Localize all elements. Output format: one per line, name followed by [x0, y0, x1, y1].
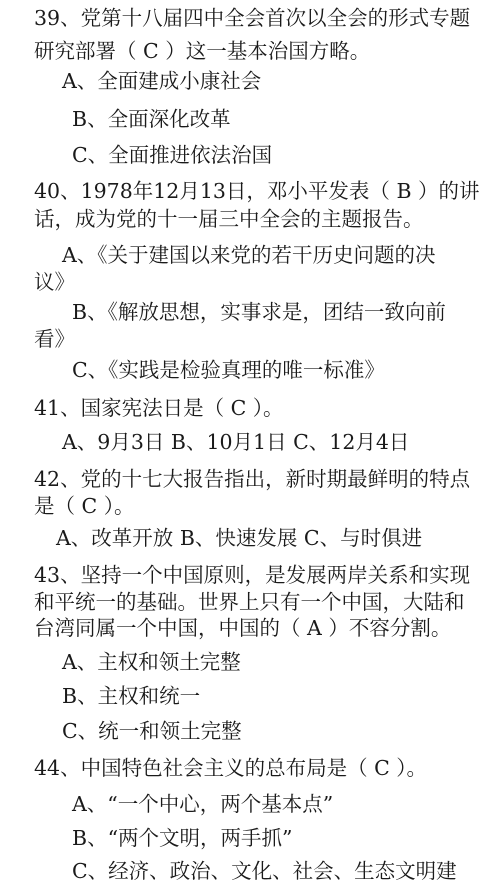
- question-44-option-c: C、经济、政治、文化、社会、生态文明建: [72, 859, 457, 883]
- question-40-option-b: B、《解放思想，实事求是，团结一致向前: [72, 300, 446, 324]
- question-41: 41、国家宪法日是（ C ）。: [34, 396, 284, 420]
- question-39-option-b: B、全面深化改革: [72, 107, 231, 131]
- question-44-option-a: A、“一个中心，两个基本点”: [72, 792, 334, 816]
- question-39-line-2: 研究部署（ C ）这一基本治国方略。: [34, 39, 371, 63]
- question-40-line-2: 话，成为党的十一届三中全会的主题报告。: [34, 207, 424, 231]
- question-44: 44、中国特色社会主义的总布局是（ C ）。: [34, 756, 428, 780]
- question-43-option-c: C、统一和领土完整: [62, 719, 242, 743]
- question-43-line-1: 43、坚持一个中国原则，是发展两岸关系和实现: [34, 563, 471, 587]
- question-40-option-b-cont: 看》: [34, 327, 75, 351]
- question-43-option-b: B、主权和统一: [62, 684, 201, 708]
- question-42-line-1: 42、党的十七大报告指出，新时期最鲜明的特点: [34, 467, 471, 491]
- question-43-line-2: 和平统一的基础。世界上只有一个中国，大陆和: [34, 590, 465, 614]
- question-39-option-c: C、全面推进依法治国: [72, 143, 273, 167]
- question-40-option-c: C、《实践是检验真理的唯一标准》: [72, 358, 385, 382]
- question-44-option-b: B、“两个文明，两手抓”: [72, 826, 293, 850]
- question-42-options: A、改革开放 B、快速发展 C、与时俱进: [56, 526, 423, 550]
- question-43-line-3: 台湾同属一个中国，中国的（ A ）不容分割。: [34, 616, 452, 640]
- question-40-option-a: A、《关于建国以来党的若干历史问题的决: [62, 243, 436, 267]
- question-39-line-1: 39、党第十八届四中全会首次以全会的形式专题: [34, 6, 471, 30]
- question-39-option-a: A、全面建成小康社会: [62, 69, 262, 93]
- question-42-line-2: 是（ C ）。: [34, 494, 135, 518]
- question-43-option-a: A、主权和领土完整: [62, 650, 241, 674]
- question-40-line-1: 40、1978年12月13日，邓小平发表（ B ）的讲: [34, 179, 480, 203]
- question-41-options: A、9月3日 B、10月1日 C、12月4日: [62, 430, 410, 454]
- question-40-option-a-cont: 议》: [34, 270, 75, 294]
